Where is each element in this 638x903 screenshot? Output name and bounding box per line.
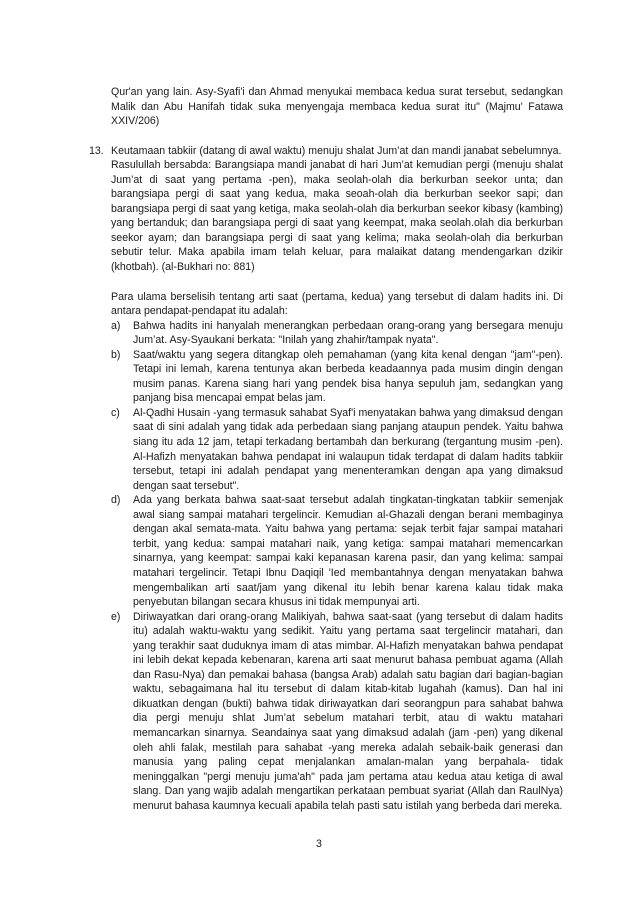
opinion-a xyxy=(111,319,563,348)
intro-paragraph: Qur'an yang lain. Asy-Syafi'i dan Ahmad menyukai membaca kedua surat tersebut, sedangkan Malik dan Abu Hanifah tidak suka menyengaja membaca kedua surat itu" (Majmu' Fatawa XXIV/206) xyxy=(111,86,563,128)
opinion-e xyxy=(111,610,563,814)
item-title: Keutamaan tabkiir (datang di awal waktu) menuju shalat Jum’at dan mandi janabat sebelumnya. xyxy=(111,144,562,157)
page-content xyxy=(89,85,563,813)
opinion-c xyxy=(111,406,563,493)
hadith-paragraph: Rasulullah bersabda: Barangsiapa mandi janabat di hari Jum’at kemudian pergi (menuju shalat Jum’at di saat yang pertama -pen), maka seolah-olah dia berkurban seekor unta; dan barangsiapa pergi di saat yang kedua, maka seoah-olah dia berkurban seekor sapi; dan barangsiapa pergi di saat yang ketiga, maka seolah-olah dia berkurban seekor kibasy (kambing) yang bertanduk; dan barangsiapa pergi di saat yang keempat, maka seolah.olah dia berkurban seekor ayam; dan barangsiapa pergi di saat yang kelima; maka seolah-olah dia berkurban sebutir telur. Maka apabila imam telah keluar, para malaikat datang mendengarkan dzikir (khotbah). (al-Bukhari no: 881) xyxy=(111,159,563,274)
page-number: 3 xyxy=(316,838,322,850)
opinion-label: d) xyxy=(111,494,121,507)
opinion-label: e) xyxy=(111,610,121,623)
numbered-item-13 xyxy=(89,144,563,814)
opinion-label: b) xyxy=(111,348,121,361)
opinion-text: Al-Qadhi Husain -yang termasuk sahabat Syaf'i menyatakan bahwa yang dimaksud dengan saat di sini adalah yang tidak ada perbedaan siang panjang ataupun pendek. Yaitu bahwa siang itu ada 12 jam, tetapi terkadang bertambah dan berkurang (tergantung musim -pen). Al-Hafizh menyatakan bahwa pendapat ini walaupun tidak terdapat di dalam hadits tabkiir tersebut, tetapi ini adalah pendapat yang menenteramkan dengan apa yang dimaksud dengan saat tersebut". xyxy=(133,406,563,492)
opinion-label: c) xyxy=(111,406,120,419)
opinion-text: Saat/waktu yang segera ditangkap oleh pemahaman (yang kita kenal dengan "jam"-pen). Tetapi ini lemah, karena tentunya akan berbeda keadaannya pada musim dingin dengan musim panas. Karena siang hari yang pendek bisa hanya sepuluh jam, sedangkan yang panjang bisa mencapai empat belas jam. xyxy=(133,348,563,405)
opinion-text: Diriwayatkan dari orang-orang Malikiyah, bahwa saat-saat (yang tersebut di dalam hadits itu) adalah waktu-waktu yang sedikit. Yaitu yang pertama saat tergelincir matahari, dan yang terakhir saat duduknya imam di atas mimbar. Al-Hafizh menyatakan bahwa pendapat ini lebih dekat kepada kebenaran, karena arti saat menurut bahasa pembuat agama (Allah dan Rasu-Nya) dan pemakai bahasa (bangsa Arab) adalah satu bagian dari bagian-bagian waktu, sebagaimana hal itu tersebut di dalam kitab-kitab lugahah (kamus). Dan hal ini dikuatkan dengan (bukti) bahwa tidak diriwayatkan dari seorangpun para sahabat bahwa dia pergi menuju shlat Jum’at sebelum matahari terbit, atau di waktu matahari memancarkan sinarnya. Seandainya saat yang dimaksud adalah (jam -pen) yang dikenal oleh ahli falak, mestilah para sahabat -yang mereka adalah sebaik-baik generasi dan manusia yang paling cepat menjalankan amalan-malan yang berpahala- tidak meninggalkan "pergi menuju juma'ah" pada jam pertama atau kedua atau ketiga di awal slang. Dan yang wajib adalah mengartikan perkataan pembuat syariat (Allah dan RaulNya) menurut bahasa kaumnya kecuali apabila telah pasti satu istilah yang berbeda dari mereka. xyxy=(133,610,563,812)
opinions-intro: Para ulama berselisih tentang arti saat (pertama, kedua) yang tersebut di dalam hadits ini. Di antara pendapat-pendapat itu adalah: xyxy=(111,290,563,318)
item-number: 13. xyxy=(89,144,104,157)
opinion-label: a) xyxy=(111,319,121,332)
opinion-b xyxy=(111,348,563,406)
opinion-d xyxy=(111,493,563,609)
opinion-text: Ada yang berkata bahwa saat-saat tersebut adalah tingkatan-tingkatan tabkiir semenjak awal siang sampai matahari tergelincir. Kemudian al-Ghazali dengan berani membaginya dengan akal semata-mata. Yaitu bahwa yang pertama: sejak terbit fajar sampai matahari terbit, yang kedua: sampai matahari naik, yang ketiga: sampai matahari memencarkan sinarnya, yang keempat: sampai kaki kepanasan karena pasir, dan yang kelima: sampai matahari tergelincir. Tetapi Ibnu Daqiqil 'Ied membantahnya dengan menyatakan bahwa mengembalikan arti saat/jam yang dikenal itu lebih benar karena kalau tidak maka penyebutan bilangan secara khusus ini tidak mempunyai arti. xyxy=(133,494,563,609)
opinion-text: Bahwa hadits ini hanyalah menerangkan perbedaan orang-orang yang bersegara menuju Jum’at. Asy-Syaukani berkata: "Inilah yang zhahir/tampak nyata". xyxy=(133,319,563,347)
item-body xyxy=(111,144,563,814)
